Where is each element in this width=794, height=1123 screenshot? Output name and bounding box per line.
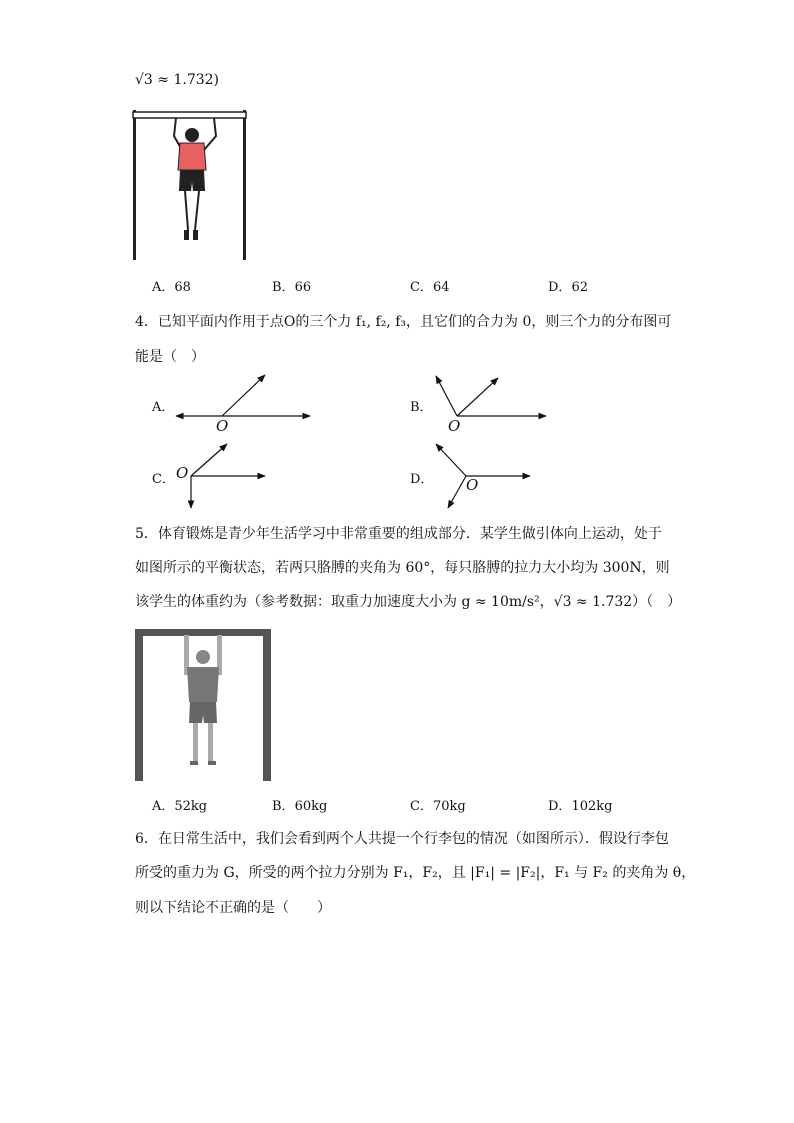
q5-option-a: A．52kg — [152, 799, 208, 814]
q4-option-b-label: B． — [410, 400, 433, 415]
q4-line-1: 4．已知平面内作用于点O的三个力 f₁, f₂, f₃，且它们的合力为 0，则三个力的分布图可 — [135, 314, 672, 330]
q3-option-a: A．68 — [152, 280, 191, 295]
q5-option-b: B．60kg — [272, 799, 328, 814]
q6-line-3: 则以下结论不正确的是（ ） — [135, 900, 331, 916]
q5-option-c: C．70kg — [410, 799, 466, 814]
q4-c-point-o: O — [176, 464, 189, 482]
q5-line-1: 5．体育锻炼是青少年生活学习中非常重要的组成部分．某学生做引体向上运动，处于 — [135, 526, 662, 542]
pullup-figure-q5 — [133, 627, 273, 783]
q6-line-1: 6．在日常生活中，我们会看到两个人共提一个行李包的情况（如图所示）．假设行李包 — [135, 831, 669, 847]
q4-option-c-label: C． — [152, 472, 175, 487]
q6-line-2: 所受的重力为 G，所受的两个拉力分别为 F₁，F₂，且 |F₁| = |F₂|，F₁ 与 F₂ 的夹角为 θ， — [135, 865, 696, 881]
q5-option-d: D．102kg — [548, 799, 613, 814]
q4-d-point-o: O — [466, 476, 479, 494]
q3-option-b: B．66 — [272, 280, 312, 295]
pullup-figure-q3 — [130, 108, 255, 263]
q4-line-2: 能是（ ） — [135, 349, 205, 365]
q4-b-point-o: O — [448, 417, 461, 435]
q4-diagram-d — [430, 438, 540, 514]
q3-option-c: C．64 — [410, 280, 450, 295]
q4-option-a-label: A． — [152, 400, 175, 415]
q5-line-2: 如图所示的平衡状态，若两只胳膊的夹角为 60°，每只胳膊的拉力大小均为 300N，则 — [135, 560, 670, 576]
q4-diagram-c — [185, 440, 275, 512]
q3-option-d: D．62 — [548, 280, 588, 295]
q4-a-point-o: O — [216, 417, 229, 435]
q4-diagram-a — [170, 370, 320, 430]
q4-option-d-label: D． — [410, 472, 434, 487]
q5-line-3: 该学生的体重约为（参考数据：取重力加速度大小为 g ≈ 10m/s²，√3 ≈ 1.732）（ ） — [135, 594, 682, 610]
top-fragment: √3 ≈ 1.732) — [135, 72, 219, 88]
